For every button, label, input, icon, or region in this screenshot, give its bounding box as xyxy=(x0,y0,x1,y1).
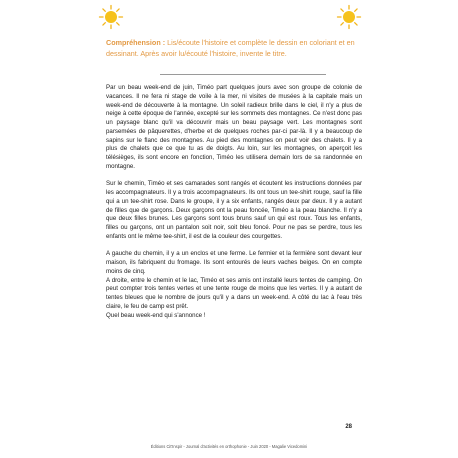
title-write-line[interactable] xyxy=(160,74,326,75)
story-paragraph-2: Sur le chemin, Timéo et ses camarades sont rangés et écoutent les instructions données par les accompagnateurs. Il y a trois accompagnateurs. Ils ont tous un tee-shirt rouge, sauf la fille qui a un tee-shirt rose. Dans le groupe, il y a six enfants, rangés deux par deux. Il y a autant de filles que de garçons. Deux garçons ont la peau foncée, Timéo a la peau blanche. Il n'y a que deux filles brunes. Les garçons sont tous bruns sauf un qui est roux. Tous les enfants, filles ou garçons, ont un pantalon soit noir, soit bleu foncé. Pour ne pas se perdre, tous les enfants ont le même tee-shirt, il est de la couleur des courgettes. xyxy=(106,180,362,240)
story-paragraph-3: A gauche du chemin, il y a un enclos et une ferme. Le fermier et la fermière sont devant leur maison, ils fabriquent du fromage. Ils sont entourés de leurs vaches beiges. On en compte moins de cinq. xyxy=(106,250,362,275)
instructions-text: Lis/écoute l'histoire et complète le dessin en coloriant et en dessinant. Après avoir lu/écouté l'histoire, invente le titre. xyxy=(106,38,355,58)
story-text xyxy=(106,84,362,320)
page-number: 28 xyxy=(345,424,352,430)
story-paragraph-4: A droite, entre le chemin et le lac, Timéo et ses amis ont installé leurs tentes de camping. On peut compter trois tentes vertes et une tente rouge de moins que les vertes. Il y a autant de tentes bleues que le nombre de jours qu'il y a dans un week-end. A côté du lac à l'eau très claire, le feu de camp est prêt. xyxy=(106,276,362,310)
sun-icon-right xyxy=(336,4,362,30)
sun-icon-left xyxy=(98,4,124,30)
instructions-label: Compréhension : xyxy=(106,38,166,47)
story-paragraph-5: Quel beau week-end qui s'annonce ! xyxy=(106,311,206,319)
page-footer: Éditions Cit'Inspir - Journal d'activités en orthophonie - Juin 2020 - Magalie Vicedomini xyxy=(150,444,308,449)
comprehension-instructions xyxy=(106,38,368,59)
story-paragraph-1: Par un beau week-end de juin, Timéo part quelques jours avec son groupe de colonie de vacances. Il ne fera ni stage de voile à la mer, ni visites de musées à la capitale mais un week-end de découverte à la montagne. Un soleil radieux brille dans le ciel, il n'y a plus de neige à cette époque de l'année, excepté sur les sommets des montagnes. Ce n'est donc pas un paysage blanc qu'il va découvrir mais un beau paysage vert. Les montagnes sont parsemées de pâquerettes, d'herbe et de quelques roches par-ci par-là. Il y a beaucoup de sapins sur le flanc des montagnes. Au pied des montagnes on peut voir des chalets. Il y a plus de chalets que ce que tu as de doigts. Au loin, sur les montagnes, on aperçoit les télésièges, ils sont encore en fonction, Timéo les utilisera demain lors de sa randonnée en montagne. xyxy=(106,84,362,170)
